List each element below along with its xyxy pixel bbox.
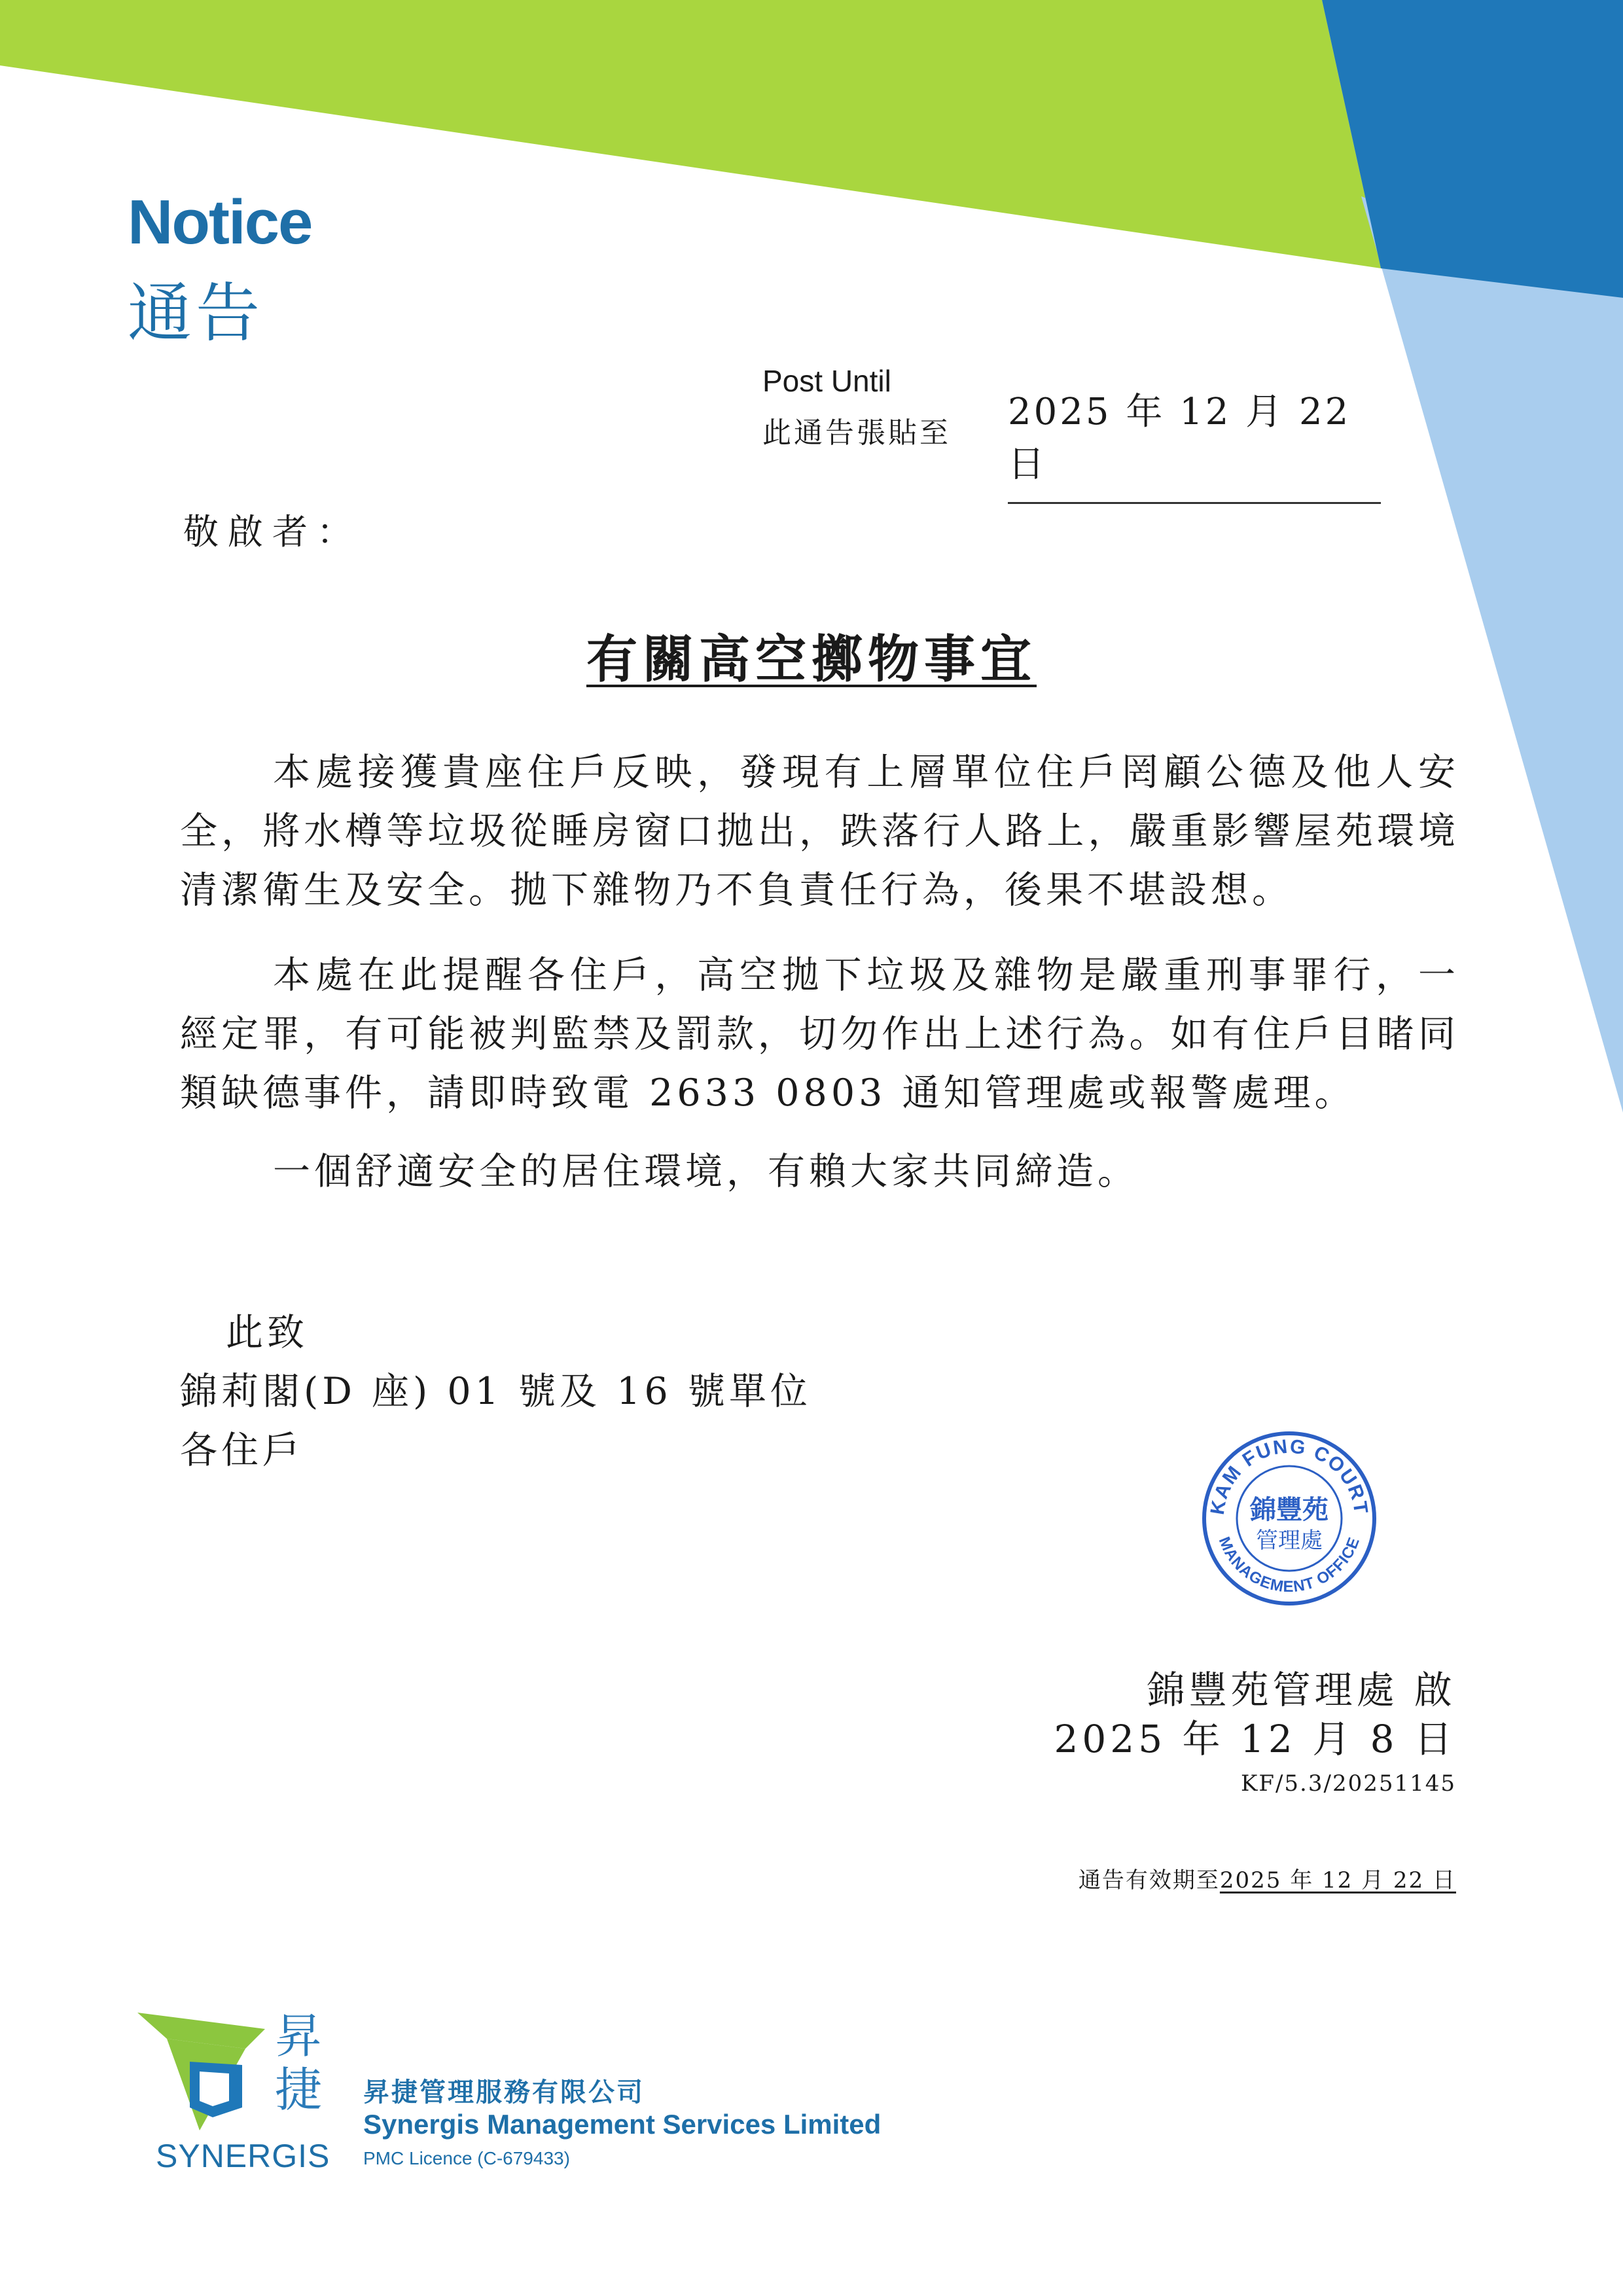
validity-line: [1079, 1862, 1456, 1894]
notice-subject-text: 有關高空擲物事宜: [586, 630, 1037, 689]
validity-date: 2025 年 12 月 22 日: [1219, 1867, 1456, 1893]
recipient-residents: 各住戶: [180, 1429, 304, 1472]
notice-title-en: Notice: [128, 187, 312, 257]
synergis-logo-icon: [134, 2009, 265, 2134]
company-name-zh: 昇捷管理服務有限公司: [363, 2077, 645, 2108]
management-office-stamp: [1198, 1427, 1381, 1610]
body-paragraph-1: 本處接獲貴座住戶反映，發現有上層單位住戶罔顧公德及他人安全，將水樽等垃圾從睡房窗口拋出，跌落行人路上，嚴重影響屋苑環境清潔衛生及安全。拋下雜物乃不負責任行為，後果不堪設想。: [180, 751, 1459, 912]
closing-phrase: 此致: [226, 1311, 308, 1354]
salutation: 敬啟者：: [183, 511, 361, 552]
validity-label: 通告有效期至: [1078, 1867, 1220, 1893]
post-until-date: 2025 年 12 月 22 日: [1008, 383, 1381, 504]
stamp-text-top: KAM FUNG COURT: [1206, 1435, 1372, 1516]
stamp-text-inner-2: 管理處: [1256, 1528, 1323, 1554]
reference-number: KF/5.3/20251145: [1240, 1770, 1456, 1797]
post-until-label-en: Post Until: [762, 364, 891, 398]
pmc-licence: PMC Licence (C-679433): [363, 2148, 570, 2168]
notice-subject: [0, 619, 1623, 692]
notice-title-zh: 通告: [128, 276, 264, 351]
post-until-label-zh: 此通告張貼至: [762, 416, 951, 450]
body-paragraph-2: 本處在此提醒各住戶，高空拋下垃圾及雜物是嚴重刑事罪行，一經定罪，有可能被判監禁及罰款，切勿作出上述行為。如有住戶目睹同類缺德事件，請即時致電 2633 0803 通知管理處或報警處理。: [180, 954, 1459, 1115]
stamp-text-inner-1: 錦豐苑: [1250, 1494, 1329, 1525]
logo-char-2: 捷: [275, 2062, 323, 2117]
logo-wordmark: SYNERGIS: [156, 2138, 330, 2174]
body-paragraph-3: 一個舒適安全的居住環境，有賴大家共同締造。: [273, 1150, 1139, 1193]
sender: 錦豐苑管理處 啟: [1147, 1668, 1456, 1712]
stamp-text-bottom: MANAGEMENT OFFICE: [1215, 1534, 1364, 1596]
logo-chinese-mark: [275, 2009, 334, 2117]
recipient-units: 錦莉閣(D 座) 01 號及 16 號單位: [180, 1370, 812, 1413]
logo-char-1: 昇: [275, 2009, 323, 2064]
issue-date: 2025 年 12 月 8 日: [1054, 1717, 1456, 1761]
company-name-en: Synergis Management Services Limited: [363, 2109, 882, 2140]
